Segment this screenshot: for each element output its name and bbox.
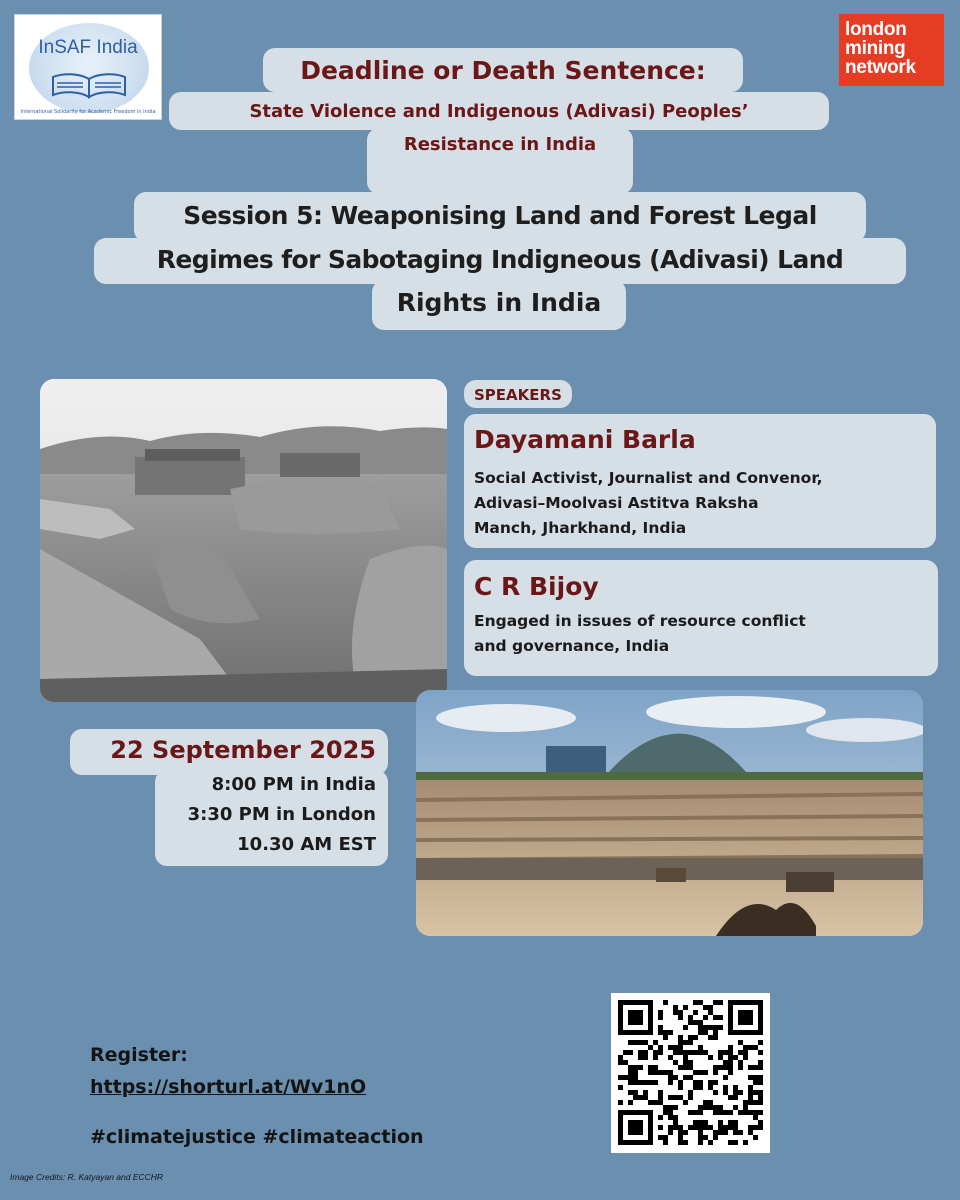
session-title-line1: Session 5: Weaponising Land and Forest Legal	[183, 201, 817, 230]
time-india: 8:00 PM in India	[211, 774, 376, 795]
session-title-line2: Regimes for Sabotaging Indigneous (Adivasi) Land	[156, 245, 844, 274]
open-pit-mine-photo	[416, 690, 923, 936]
qr-code[interactable]	[611, 993, 770, 1153]
speaker-desc-line: Social Activist, Journalist and Convenor,	[474, 469, 823, 487]
event-subtitle-line2: Resistance in India	[403, 134, 597, 155]
event-title: Deadline or Death Sentence:	[300, 56, 706, 85]
lmn-logo-line: network	[845, 57, 916, 78]
hashtags: #climatejustice #climateaction	[90, 1126, 424, 1148]
archival-stones-photo	[40, 379, 447, 702]
london-mining-network-logo	[839, 14, 944, 86]
speaker-name: C R Bijoy	[474, 572, 599, 601]
event-subtitle-line1: State Violence and Indigenous (Adivasi) Peoples’	[249, 101, 749, 122]
insaf-logo-title: InSAF India	[38, 37, 138, 58]
event-date: 22 September 2025	[110, 736, 376, 764]
lmn-logo-line: london	[845, 19, 907, 40]
speakers-heading: SPEAKERS	[474, 386, 562, 404]
speaker-name: Dayamani Barla	[474, 425, 696, 454]
speaker-desc-line: and governance, India	[474, 637, 670, 655]
register-label: Register:	[90, 1044, 188, 1066]
register-link[interactable]: https://shorturl.at/Wv1nO	[90, 1076, 367, 1098]
speaker-desc-line: Adivasi–Moolvasi Astitva Raksha	[474, 494, 759, 512]
speaker-desc-line: Manch, Jharkhand, India	[474, 519, 687, 537]
insaf-india-logo	[14, 14, 162, 120]
book-icon	[49, 71, 129, 101]
time-london: 3:30 PM in London	[187, 804, 376, 825]
insaf-logo-tagline: International Solidarity for Academic Freedom in India	[20, 109, 156, 115]
session-title-line3: Rights in India	[396, 288, 602, 317]
lmn-logo-line: mining	[845, 38, 906, 59]
time-est: 10.30 AM EST	[237, 834, 376, 855]
image-credits: Image Credits: R. Katyayan and ECCHR	[10, 1172, 164, 1182]
speaker-desc-line: Engaged in issues of resource conflict	[474, 612, 806, 630]
